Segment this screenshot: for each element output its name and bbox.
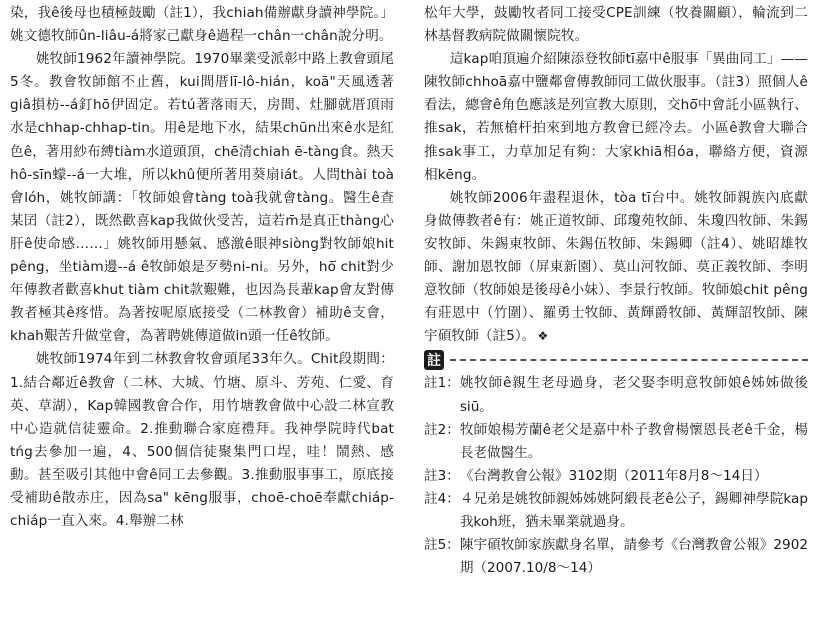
footnote-text: 牧師娘楊芳蘭ê老父是嘉中朴子教會楊懷恩長老ê千金，楊長老做醫生。 [459, 421, 808, 461]
paragraph-continuation: 松年大學，鼓勵牧者同工接受CPE訓練（牧養關顧），輪流到二林基督教病院做關懷院牧。 [424, 5, 808, 45]
footnote-label: 註3： [424, 467, 460, 484]
right-column [424, 2, 808, 580]
footnote-text: 姚牧師ê親生老母過身，老父娶李明意牧師娘ê姊姊做後siū。 [459, 375, 808, 415]
notes-icon: 註 [424, 350, 444, 370]
family-text: 姚牧師2006年盡程退休，tòa tī台中。姚牧師親族內底獻身做傳教者ê有：姚正道牧師、邱瓊苑牧師、朱瓊四牧師、朱錫安牧師、朱錫東牧師、朱錫伍牧師、朱錫卿（註4）、姚昭雄牧師、謝加恩牧師（屏東新園）、莫山河牧師、莫正義牧師、李明意牧師（牧師娘是後母ê小妹）、李景行牧師。牧師娘chit pêng有莊恩中（竹圍）、羅勇士牧師、黃輝爵牧師、黃輝詔牧師、陳宇碩牧師（註5）。 [424, 189, 808, 345]
footnote-label: 註1： [424, 375, 460, 392]
footnote [424, 372, 808, 418]
footnote-text: 陳宇碩牧師家族獻身名單，請參考《台灣教會公報》2902期（2007.10/8～14） [459, 537, 808, 577]
footnote [424, 465, 808, 488]
footnote-text: 《台灣教會公報》3102期（2011年8月8～14日） [459, 467, 768, 484]
paragraph-changhua-years: 姚牧師1962年讀神學院。1970畢業受派彰中路上教會頭尾5冬。教會牧師館不止舊，kui間厝lī-lô-hián，koā"天風透著giâ損枋--á釘hō伊固定。若tú著落雨天，房間、灶腳就厝頂雨水是chhap-chhap-tin。用ê是地下水，結果chūn出來ê水是紅色ê，著用紗布縛tiàm水道頭頂，chē清chiah ē-tàng食。熱天hô-sīn蠓--á一大堆，所以khû便所著用葵扇iát。人問thài toà會lóh，姚牧師講：「牧師娘會tàng toà我就會tàng。醫生ê查某囝（註2），既然歡喜kap我做伙受苦，這若m̄是真正thàng心肝ê使命感……」姚牧師用懸氣、感激ê眼神siòng對牧師娘hit pêng，坐tiàm邊--á ê牧師娘是歹勢ni-ni。另外，hō͘ chit對少年傳教者歡喜khut tiàm chit款艱難，也因為長輩kap會友對傳教者極其ê疼惜。為著按呢原底接受（二林教會）補助ê支會，khah艱苦升做堂會，為著聘姚傳道做in頭一任ê牧師。 [10, 51, 394, 345]
footnote [424, 488, 808, 534]
paragraph-erlin-ministry: 姚牧師1974年到二林教會牧會頭尾33年久。Chit段期間：1.結合鄰近ê教會（二林、大城、竹塘、原斗、芳苑、仁愛、育英、草湖），Kap韓國教會合作，用竹塘教會做中心設二林宣教中心造就信徒靈命。2.推動聯合家庭禮拜。我神學院時代bat tńg去參加一遍，4、500個信徒聚集門口埕，哇！鬧熱、感動。甚至吸引其他中會ê同工去參觀。3.推動服事事工，原底接受補助ê散赤庄，因為sa" kēng服事，choē-choē奉獻chiáp-chiáp一直入來。4.舉辦二林 [10, 351, 394, 530]
paragraph-retirement-family [424, 187, 808, 349]
footnote-text: ４兄弟是姚牧師親姊姊姚阿緞長老ê公子，錫卿神學院kap我koh班，猶未畢業就過身。 [459, 490, 808, 530]
left-column [10, 2, 394, 533]
notes-header [424, 348, 808, 372]
notes-divider [450, 359, 808, 361]
footnote [424, 419, 808, 465]
end-mark-icon: ❖ [537, 329, 549, 344]
paragraph-intro-end: 染，我ê後母也積極鼓勵（註1），我chiah備辦獻身讀神學院。」姚文德牧師ûn-liâu-á將家己獻身ê過程一chân一chân說分明。 [10, 5, 394, 45]
footnote-label: 註2： [424, 421, 460, 438]
footnote-label: 註4： [424, 490, 460, 507]
footnote [424, 534, 808, 580]
paragraph-comparison: 這kap咱頂遍介紹陳添登牧師tī嘉中ê服事「異曲同工」——陳牧師chhoā嘉中鹽鄰會傳教師同工做伙服事。（註3）照個人ê看法，總會ê角色應該是列宣教大原則，交hō͘中會託小區執行、推sak，若無槍杆拍來到地方教會已經冷去。小區ê教會大聯合推sak事工，力草加足有夠：大家khiā相óa，聯絡方便，資源相kēng。 [424, 51, 808, 183]
footnote-label: 註5： [424, 537, 460, 554]
